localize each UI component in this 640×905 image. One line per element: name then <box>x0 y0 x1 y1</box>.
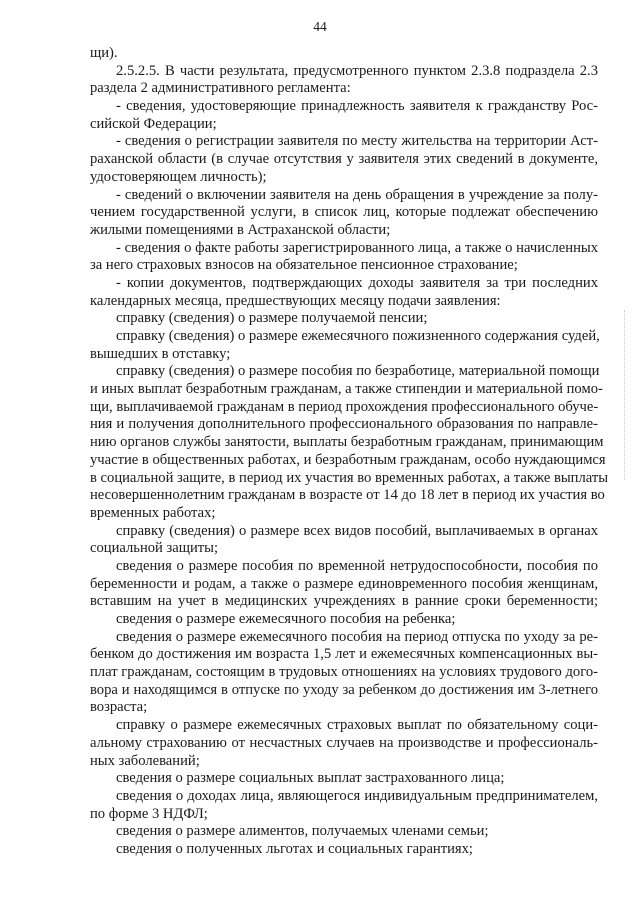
text-line: участие в общественных работах, и безработным гражданам, особо нуждающимся <box>90 451 606 468</box>
text-line: бенком до достижения им возраста 1,5 лет и ежемесячных компенсационных вы- <box>90 646 598 663</box>
text-line: нию органов службы занятости, выплаты безработным гражданам, принимающим <box>90 434 604 451</box>
text-line: чением государственной услуги, в список лиц, которые подлежат обеспечению <box>90 204 598 221</box>
text-line: щи, выплачиваемой гражданам в период прохождения профессионального обуче- <box>90 398 599 415</box>
text-line: временных работах; <box>90 504 216 521</box>
text-line: справку (сведения) о размере получаемой пенсии; <box>116 310 428 327</box>
text-line: сведения о размере ежемесячного пособия на период отпуска по уходу за ре- <box>116 628 598 645</box>
text-line: - сведения о регистрации заявителя по месту жительства на территории Аст- <box>116 133 598 150</box>
text-line: возраста; <box>90 699 148 716</box>
text-line: удостоверяющем личность); <box>90 168 267 185</box>
text-line: социальной защиты; <box>90 540 219 557</box>
text-line: ния и получения дополнительного профессионального образования по направле- <box>90 416 598 433</box>
text-line: справку (сведения) о размере пособия по безработице, материальной помощи <box>116 363 600 380</box>
text-line: сийской Федерации; <box>90 115 217 132</box>
text-line: справку (сведения) о размере ежемесячного пожизненного содержания судей, <box>116 328 600 344</box>
text-line: сведения о полученных льготах и социальных гарантиях; <box>116 840 473 857</box>
text-line: сведения о размере социальных выплат застрахованного лица; <box>116 770 505 787</box>
text-line: - сведения о факте работы зарегистрированного лица, а также о начисленных <box>116 239 598 256</box>
text-line: - сведений о включении заявителя на день обращения в учреждение за полу- <box>116 186 598 203</box>
text-line: щи). <box>90 45 118 61</box>
text-line: сведения о размере пособия по временной нетрудоспособности, пособия по <box>116 557 598 574</box>
text-line: - копии документов, подтверждающих доходы заявителя за три последних <box>116 274 598 291</box>
body-text <box>90 45 609 859</box>
text-line: плат гражданам, состоящим в трудовых отношениях на условиях трудового дого- <box>90 664 598 681</box>
text-line: сведения о размере ежемесячного пособия на ребенка; <box>116 611 456 627</box>
text-line: ных заболеваний; <box>90 752 200 769</box>
text-line: за него страховых взносов на обязательное пенсионное страхование; <box>90 257 518 274</box>
scan-margin-mark <box>624 310 625 480</box>
text-line: сведения о доходах лица, являющегося индивидуальным предпринимателем, <box>116 787 598 804</box>
text-line: беременности и родам, а также о размере единовременного пособия женщинам, <box>90 575 598 592</box>
text-line: вставшим на учет в медицинских учреждениях в ранние сроки беременности; <box>90 593 598 610</box>
text-line: 2.5.2.5. В части результата, предусмотренного пунктом 2.3.8 подраздела 2.3 <box>116 62 598 79</box>
text-line: в социальной защите, в период их участия во временных работах, а также выплаты <box>90 469 609 486</box>
text-line: сведения о размере алиментов, получаемых членами семьи; <box>116 823 489 840</box>
text-line: раздела 2 административного регламента: <box>90 80 351 97</box>
text-line: - сведения, удостоверяющие принадлежность заявителя к гражданству Рос- <box>116 98 598 115</box>
text-line: календарных месяца, предшествующих месяцу подачи заявления: <box>90 292 501 309</box>
text-line: и иных выплат безработным гражданам, а также стипендии и материальной помо- <box>90 381 603 398</box>
text-line: несовершеннолетним гражданам в возрасте от 14 до 18 лет в период их участия во <box>90 487 605 504</box>
text-line: по форме 3 НДФЛ; <box>90 805 208 822</box>
text-line: вышедших в отставку; <box>90 345 231 362</box>
text-line: справку о размере ежемесячных страховых выплат по обязательному соци- <box>116 717 598 734</box>
page-number: 44 <box>313 19 327 34</box>
text-line: жилыми помещениями в Астраханской области; <box>90 221 391 238</box>
text-line: раханской области (в случае отсутствия у заявителя этих сведений в документе, <box>90 151 598 168</box>
text-line: вора и находящимся в отпуске по уходу за ребенком до достижения им 3-летнего <box>90 681 598 698</box>
text-line: справку (сведения) о размере всех видов пособий, выплачиваемых в органах <box>116 522 598 539</box>
text-line: альному страхованию от несчастных случаев на производстве и профессиональ- <box>90 734 598 751</box>
